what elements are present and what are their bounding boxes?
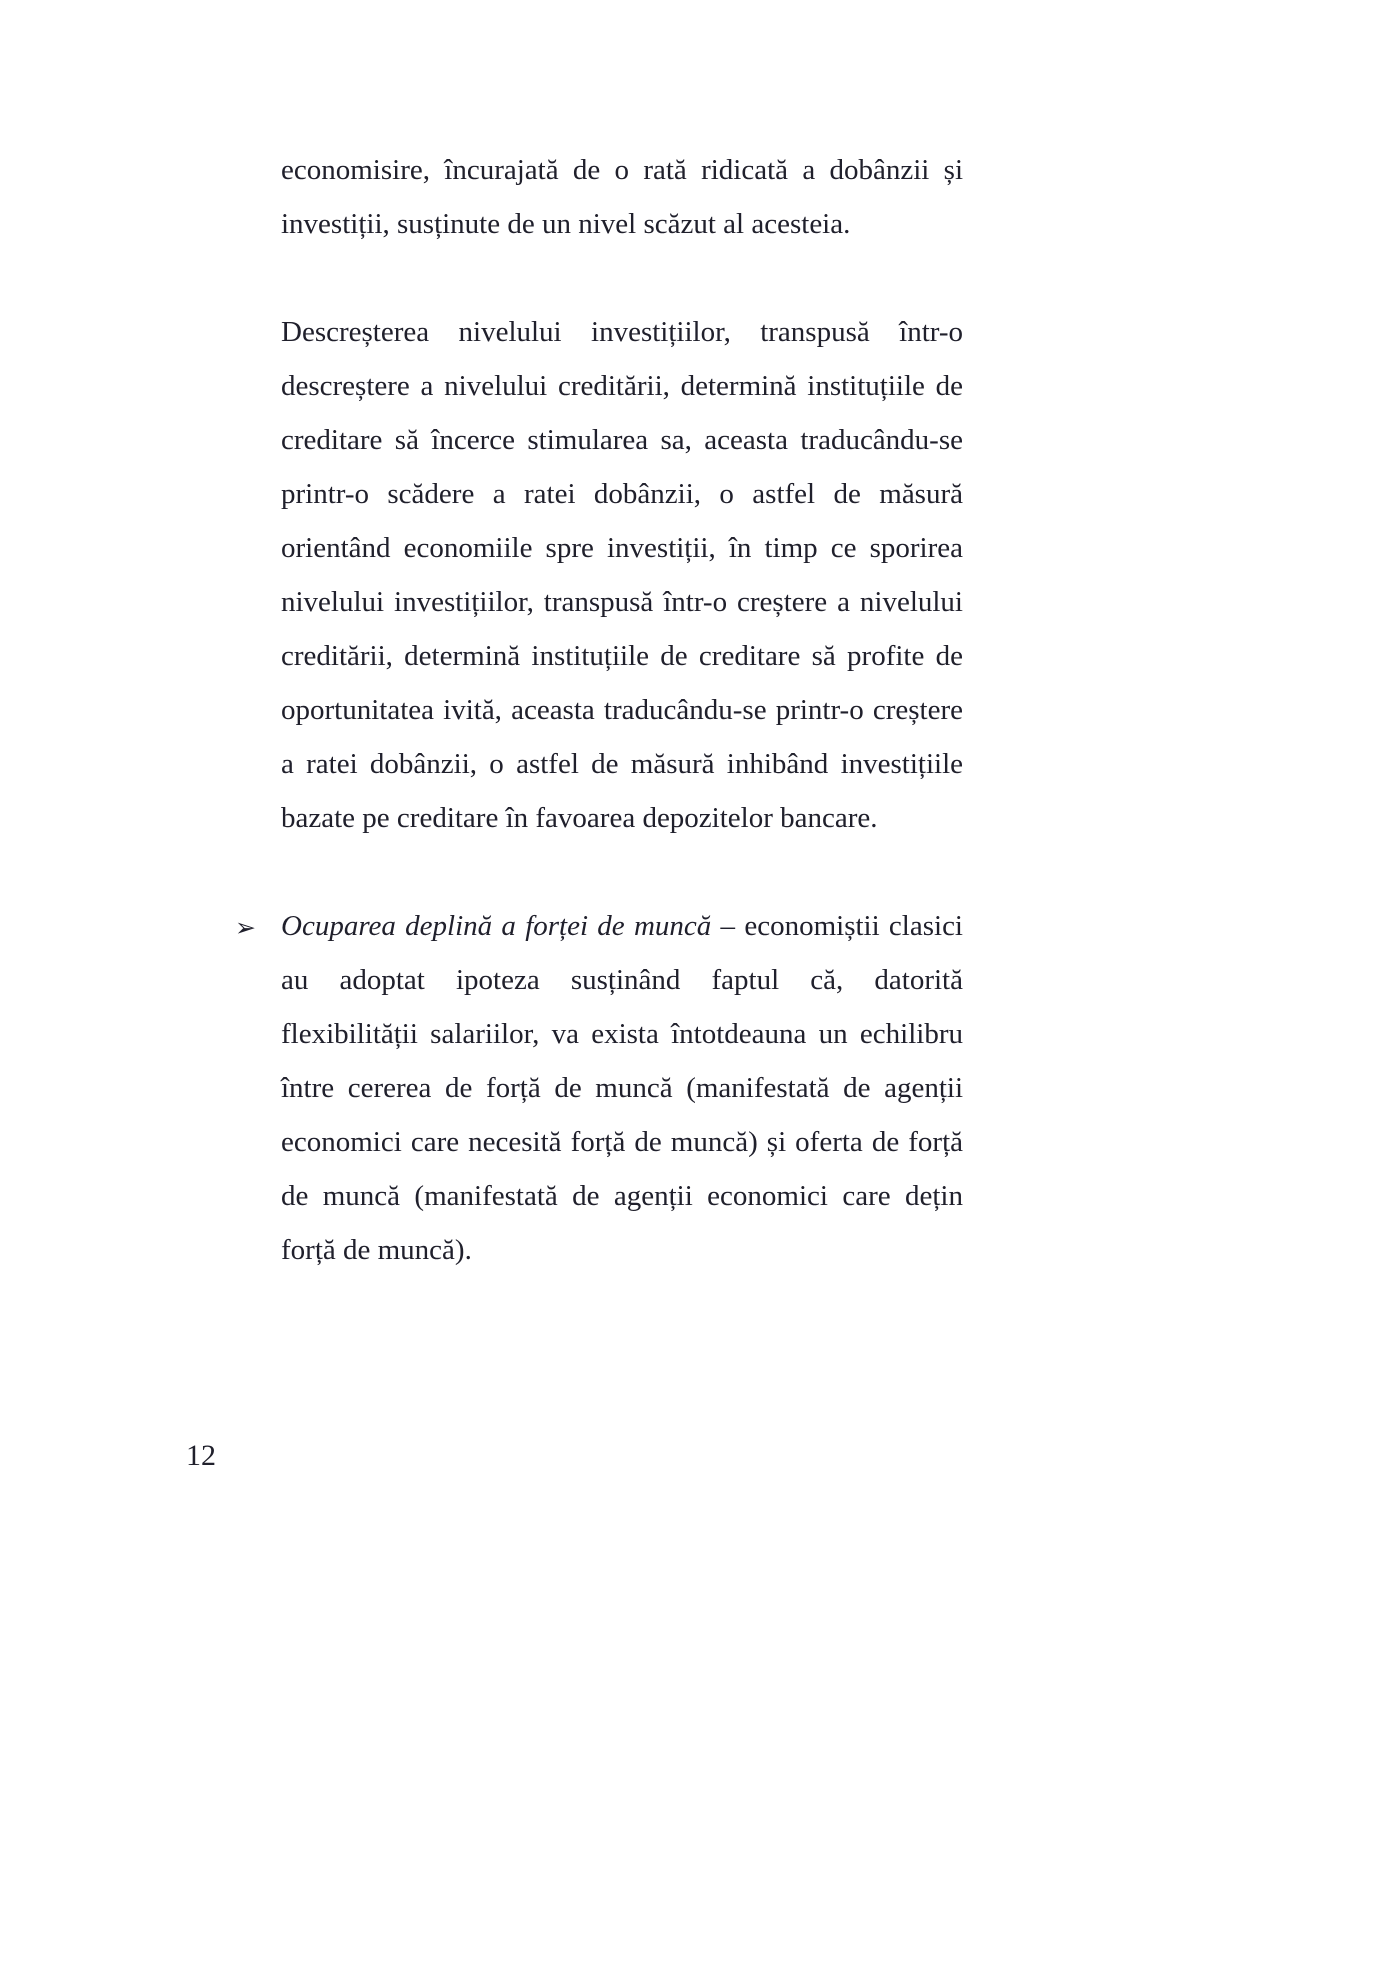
arrow-bullet-icon: ➢ xyxy=(235,913,256,942)
paragraph-investments: Descreșterea nivelului investițiilor, transpusă într-o descreștere a nivelului creditării, determină instituțiile de creditare să încerce stimularea sa, aceasta traducându-se printr-o scădere a ratei dobânzii, o astfel de măsură orientând economiile spre investiții, în timp ce sporirea nivelului investițiilor, transpusă într-o creștere a nivelului creditării, determină instituțiile de creditare să profite de oportunitatea ivită, aceasta traducându-se printr-o creștere a ratei dobânzii, o astfel de măsură inhibând investițiile bazate pe creditare în favoarea depozitelor bancare. xyxy=(281,316,963,834)
text-block xyxy=(235,143,963,1277)
bullet-body: – economiștii clasici au adoptat ipoteza susținând faptul că, datorită flexibilității salariilor, va exista întotdeauna un echilibru între cererea de forță de muncă (manifestată de agenții economici care necesită forță de muncă) și oferta de forță de muncă (manifestată de agenții economici care dețin forță de muncă). xyxy=(281,910,963,1266)
paragraph-continuation: economisire, încurajată de o rată ridicată a dobânzii și investiții, susținute de un nivel scăzut al acesteia. xyxy=(281,154,963,240)
bullet-item xyxy=(235,899,963,1277)
page-number: 12 xyxy=(186,1439,216,1472)
bullet-text xyxy=(281,910,963,1266)
bullet-lead-italic: Ocuparea deplină a forței de muncă xyxy=(281,910,712,942)
